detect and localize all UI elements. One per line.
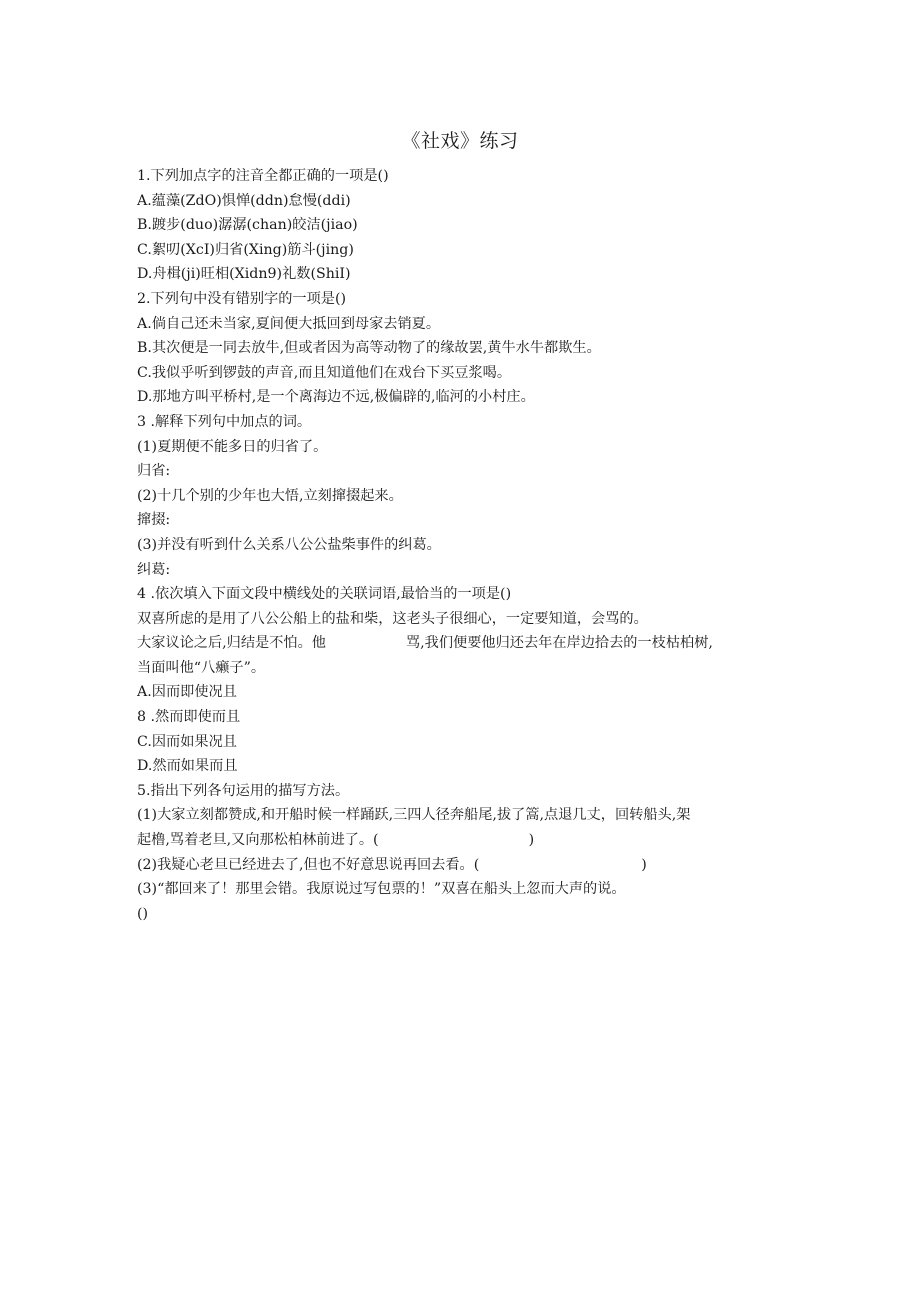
q4-option-a: A.因而即使况且 [137,684,237,701]
q5-sentence-1-text: 起橹,骂着老旦,又向那松柏林前进了。( [137,832,379,849]
q3-sentence-2: (2)十几个别的少年也大悟,立刻撺掇起来。 [137,487,403,504]
q4-passage-part-a: 大家议论之后,归结是不怕。他 [137,635,326,652]
q5-close-paren-1: ) [528,832,535,849]
q2-option-b: B.其次便是一同去放牛,但或者因为高等动物了的缘故罢,黄牛水牛都欺生。 [137,340,601,357]
q4-passage-line-2 [137,631,797,656]
q2-option-d: D.那地方叫平桥村,是一个离海边不远,极偏辟的,临河的小村庄。 [137,389,535,406]
q3-sentence-3: (3)并没有听到什么关系八公公盐柴事件的纠葛。 [137,536,441,553]
q5-close-paren-2: ) [641,856,647,873]
q1-option-a: A.蕴藻(ZdO)惧惮(ddn)怠慢(ddi) [137,192,351,209]
q2-stem: 2.下列句中没有错别字的一项是() [137,290,347,307]
q3-answer-label-2: 撺掇: [137,512,171,529]
q1-option-d: D.舟楫(ji)旺相(Xidn9)礼数(ShiI) [137,266,351,283]
q3-sentence-1: (1)夏期便不能多日的归省了。 [137,438,328,455]
q4-passage-line-1: 双喜所虑的是用了八公公船上的盐和柴，这老头子很细心，一定要知道，会骂的。 [137,610,648,627]
q4-option-b: 8 .然而即使而且 [137,709,241,726]
q5-sentence-1-line-2 [137,828,797,853]
q1-option-c: C.絮叨(XcI)归省(Xing)筋斗(jing) [137,241,354,258]
q1-option-b: B.踱步(duo)潺潺(chan)皎洁(jiao) [137,217,358,234]
q4-option-d: D.然而如果而且 [137,758,238,775]
q3-answer-label-1: 归省: [137,463,171,480]
q3-answer-label-3: 纠葛: [137,561,171,578]
q4-passage-part-b: 骂,我们便要他归还去年在岸边拾去的一枝枯柏树, [405,635,713,652]
exercise-body [137,164,797,926]
q5-sentence-2-text: (2)我疑心老旦已经进去了,但也不好意思说再回去看。( [137,856,480,873]
q5-answer-blank-3[interactable]: () [137,905,149,922]
page-title: 《社戏》练习 [401,130,519,152]
q2-option-c: C.我似乎听到锣鼓的声音,而且知道他们在戏台下买豆浆喝。 [137,364,512,381]
q1-stem: 1.下列加点字的注音全都正确的一项是() [137,168,389,184]
q5-sentence-3: (3)“都回来了！那里会错。我原说过写包票的！”双喜在船头上忽而大声的说。 [137,881,626,898]
q3-stem: 3 .解释下列句中加点的词。 [137,413,312,430]
q4-stem: 4 .依次填入下面文段中横线处的关联词语,最恰当的一项是() [137,586,512,603]
q4-option-c: C.因而如果况且 [137,733,237,750]
q5-stem: 5.指出下列各句运用的描写方法。 [137,782,350,799]
q4-passage-line-3: 当面叫他“八癞子”。 [137,659,266,676]
q5-sentence-1-line-1: (1)大家立刻都赞成,和开船时候一样踊跃,三四人径奔船尾,拔了篙,点退几丈，回转船头,架 [137,807,691,824]
q5-sentence-2 [137,853,797,878]
q2-option-a: A.倘自己还未当家,夏间便大抵回到母家去销夏。 [137,315,441,332]
